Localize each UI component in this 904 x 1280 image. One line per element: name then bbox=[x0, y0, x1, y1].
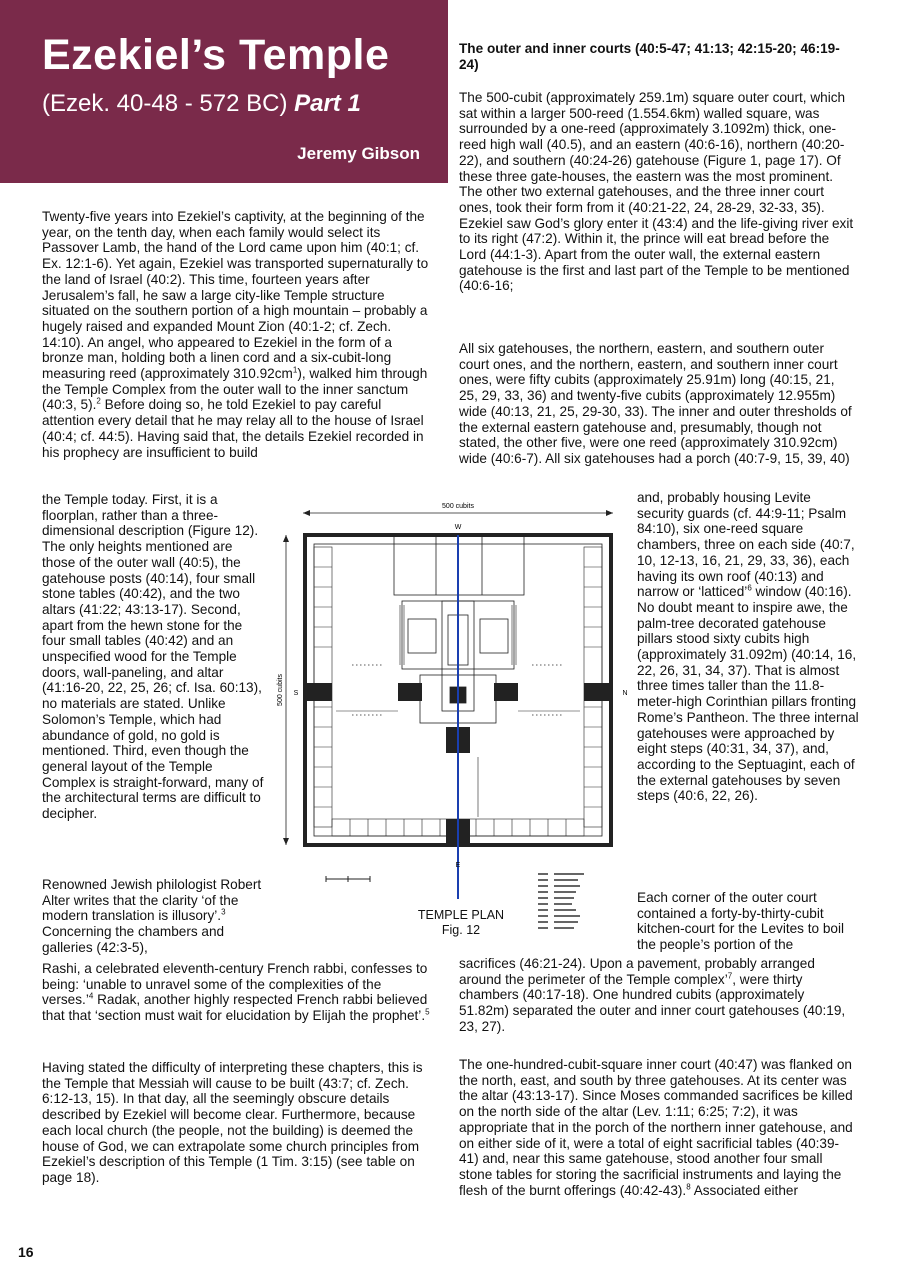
arrow-right-icon bbox=[606, 510, 613, 516]
text-run: Radak, another highly respected French rabbi believed that that ‘section must wait for elucidation by Elijah the prophet’. bbox=[42, 992, 428, 1024]
text-run: ), walked him through the Temple Complex from the outer wall to the inner sanctum (40:3, 5). bbox=[42, 366, 428, 413]
article-title: Ezekiel’s Temple bbox=[42, 31, 390, 79]
compass-west: W bbox=[454, 524, 462, 531]
width-dimension-label: 500 cubits bbox=[442, 503, 474, 510]
scale-bar bbox=[326, 876, 370, 882]
temple-plan-figure bbox=[270, 495, 645, 945]
right-paragraph-2-cont bbox=[637, 490, 859, 804]
right-paragraph-4 bbox=[459, 1057, 855, 1198]
text-run: Concerning the chambers and galleries (42:3-5), bbox=[42, 924, 225, 955]
arrow-up-icon bbox=[283, 535, 289, 542]
text-run: Renowned Jewish philologist Robert Alter writes that the clarity ‘of the modern translation is illusory’. bbox=[42, 877, 262, 924]
left-paragraph-2-cont bbox=[42, 961, 434, 1024]
section-heading: The outer and inner courts (40:5-47; 41:13; 42:15-20; 46:19-24) bbox=[459, 41, 840, 72]
right-paragraph-3-cont bbox=[459, 956, 855, 1035]
right-paragraph-1: The 500-cubit (approximately 259.1m) square outer court, which sat within a larger 500-reed (1.554.6km) walled square, was surrounded by a one-reed (approximately 3.1092m) thick, one-reed high wall (40.5), and an eastern (40:6-16), northern (40:20-22), and southern (40:24-26) gatehouse (Figure 1, page 17). Of these three gate-houses, the eastern was the most prominent. The other two external gatehouses, and the three inner court ones, took their form from it (40:21-22, 24, 28-29, 32-33, 35). Ezekiel saw God’s glory enter it (43:4) and the life-giving river exit to its right (47:2). Within it, the prince will eat bread before the Lord (44:1-3). Apart from the outer wall, the external eastern gatehouse is the first and last part of the Temple to be mentioned (40:6-16; bbox=[459, 90, 854, 294]
height-dimension-label: 500 cubits bbox=[277, 674, 284, 706]
compass-south: S bbox=[293, 690, 299, 697]
figure-caption bbox=[400, 908, 522, 938]
title-banner bbox=[0, 0, 448, 183]
compass-east: E bbox=[455, 862, 461, 869]
text-run: and, probably housing Levite security guards (cf. 44:9-11; Psalm 84:10), six one-reed square chambers, three on each side (40:7, 10, 12-13, 16, 21, 29, 33, 36), each having its own roof (40:13) and narrow or ‘latticed’ bbox=[637, 490, 855, 600]
compass-north: N bbox=[622, 690, 628, 697]
text-run: Associated either bbox=[690, 1182, 798, 1198]
footnote-ref: 1 bbox=[292, 365, 298, 375]
text-run: , were thirty chambers (40:17-18). One hundred cubits (approximately 51.82m) separated the outer and inner court gatehouses (40:19, 23, 27). bbox=[459, 971, 846, 1034]
left-paragraph-1 bbox=[42, 209, 432, 460]
text-run: sacrifices (46:21-24). Upon a pavement, probably arranged around the perimeter of the Temple complex’ bbox=[459, 956, 815, 987]
page-number: 16 bbox=[18, 1244, 34, 1260]
footnote-ref: 5 bbox=[425, 1007, 430, 1017]
footnote-ref: 6 bbox=[747, 583, 752, 593]
article-subtitle bbox=[42, 89, 361, 119]
text-run: Rashi, a celebrated eleventh-century French rabbi, confesses to being: ‘unable to unravel some of the complexities of the verses.’ bbox=[42, 961, 428, 1008]
left-paragraph-3: Having stated the difficulty of interpreting these chapters, this is the Temple that Messiah will cause to be built (43:7; cf. Zech. 6:12-13, 15). In that day, all the seemingly obscure details described by Ezekiel will become clear. Furthermore, because each local church (the people, not the building) is deemed the house of God, we can extrapolate some church principles from Ezekiel’s description of this Temple (1 Tim. 3:15) (see table on page 18). bbox=[42, 1060, 423, 1185]
footnote-ref: 8 bbox=[686, 1182, 691, 1192]
text-run: Twenty-five years into Ezekiel’s captivity, at the beginning of the year, on the tenth day, when each family would select its Passover Lamb, the hand of the Lord came upon him (40:1; cf. Ex. 12:1-6). Yet again, Ezekiel was transported supernaturally to the land of Israel (40:2). This time, fourteen years after Jerusalem’s fall, he saw a large city-like Temple structure situated on the southern portion of a high mountain – probably a hugely raised and expanded Mount Zion (40:1-2; cf. Zech. 14:10). An angel, who appeared to Ezekiel in the form of a bronze man, holding both a linen cord and a six-cubit-long measuring reed (approximately 310.92cm bbox=[42, 209, 429, 382]
footnote-ref: 3 bbox=[221, 907, 226, 917]
left-paragraph-1-cont: the Temple today. First, it is a floorplan, rather than a three-dimensional description (Figure 12). The only heights mentioned are those of the outer wall (40:5), the gatehouse posts (40:14), four small stone tables (40:42), and the two altars (41:22; 43:13-17). Second, apart from the hewn stone for the four small tables (40:42) and an unspecified wood for the Temple doors, wall-paneling, and altar (41:16-20, 22, 25, 26; cf. Isa. 60:13), no materials are stated. Unlike Solomon’s Temple, which had abundance of gold, no gold is mentioned. Third, even though the general layout of the Temple Complex is straight-forward, many of the architectural terms are difficult to decipher. bbox=[42, 492, 264, 822]
footnote-ref: 7 bbox=[727, 971, 733, 981]
right-paragraph-2: All six gatehouses, the northern, eastern, and southern outer court ones, and the northern, eastern, and southern inner court ones, were fifty cubits (approximately 25.91m) long (40:15, 21, 25, 29, 33, 36) and twenty-five cubits (approximately 12.955m) wide (40:13, 21, 25, 29-30, 33). The inner and outer thresholds of the external eastern gatehouse and, presumably, though not stated, the other five, were one reed (approximately 310.92cm) wide (40:6-7). All six gatehouses had a porch (40:7-9, 15, 39, 40) bbox=[459, 341, 852, 466]
caption-figure-number: Fig. 12 bbox=[441, 923, 481, 937]
text-run: Before doing so, he told Ezekiel to pay careful attention every detail that he may relay all to the house of Israel (40:4; cf. 44:5). Having said that, the details Ezekiel recorded in his prophecy are insufficient to build bbox=[42, 397, 424, 460]
caption-title: TEMPLE PLAN bbox=[417, 908, 505, 922]
left-paragraph-2 bbox=[42, 877, 264, 956]
right-paragraph-3: Each corner of the outer court contained a forty-by-thirty-cubit kitchen-court for the Levites to boil the people’s portion of the bbox=[637, 890, 845, 953]
arrow-down-icon bbox=[283, 838, 289, 845]
footnote-ref: 4 bbox=[88, 991, 94, 1001]
subtitle-text: (Ezek. 40-48 - 572 BC) bbox=[42, 90, 295, 117]
text-run: The one-hundred-cubit-square inner court (40:47) was flanked on the north, east, and south by three gatehouses. At its center was the altar (43:13-17). Since Moses commanded sacrifices be killed on the north side of the altar (Lev. 1:11; 6:25; 7:2), it was appropriate that in the porch of the northern inner gatehouse, and on either side of it, were a total of eight sacrificial tables (40:39-41) and, near this same gatehouse, stood another four small stone tables for storing the sacrificial instruments and laying the flesh of the burnt offerings (40:42-43). bbox=[459, 1057, 853, 1198]
footnote-ref: 2 bbox=[96, 396, 101, 406]
legend-block bbox=[538, 873, 584, 929]
text-run: window (40:16). No doubt meant to inspire awe, the palm-tree decorated gatehouse pillars stood sixty cubits high (approximately 31.092m) (40:14, 16, 22, 26, 31, 34, 37). That is almost three times taller than the 11.8-meter-high Corinthian pillars fronting Rome’s Pantheon. The three internal gatehouses were approached by eight steps (40:31, 34, 37), and, according to the Septuagint, each of the external gatehouses by seven steps (40:6, 22, 26). bbox=[637, 584, 859, 804]
author-name: Jeremy Gibson bbox=[297, 144, 420, 163]
subtitle-part: Part 1 bbox=[294, 90, 361, 117]
arrow-left-icon bbox=[303, 510, 310, 516]
